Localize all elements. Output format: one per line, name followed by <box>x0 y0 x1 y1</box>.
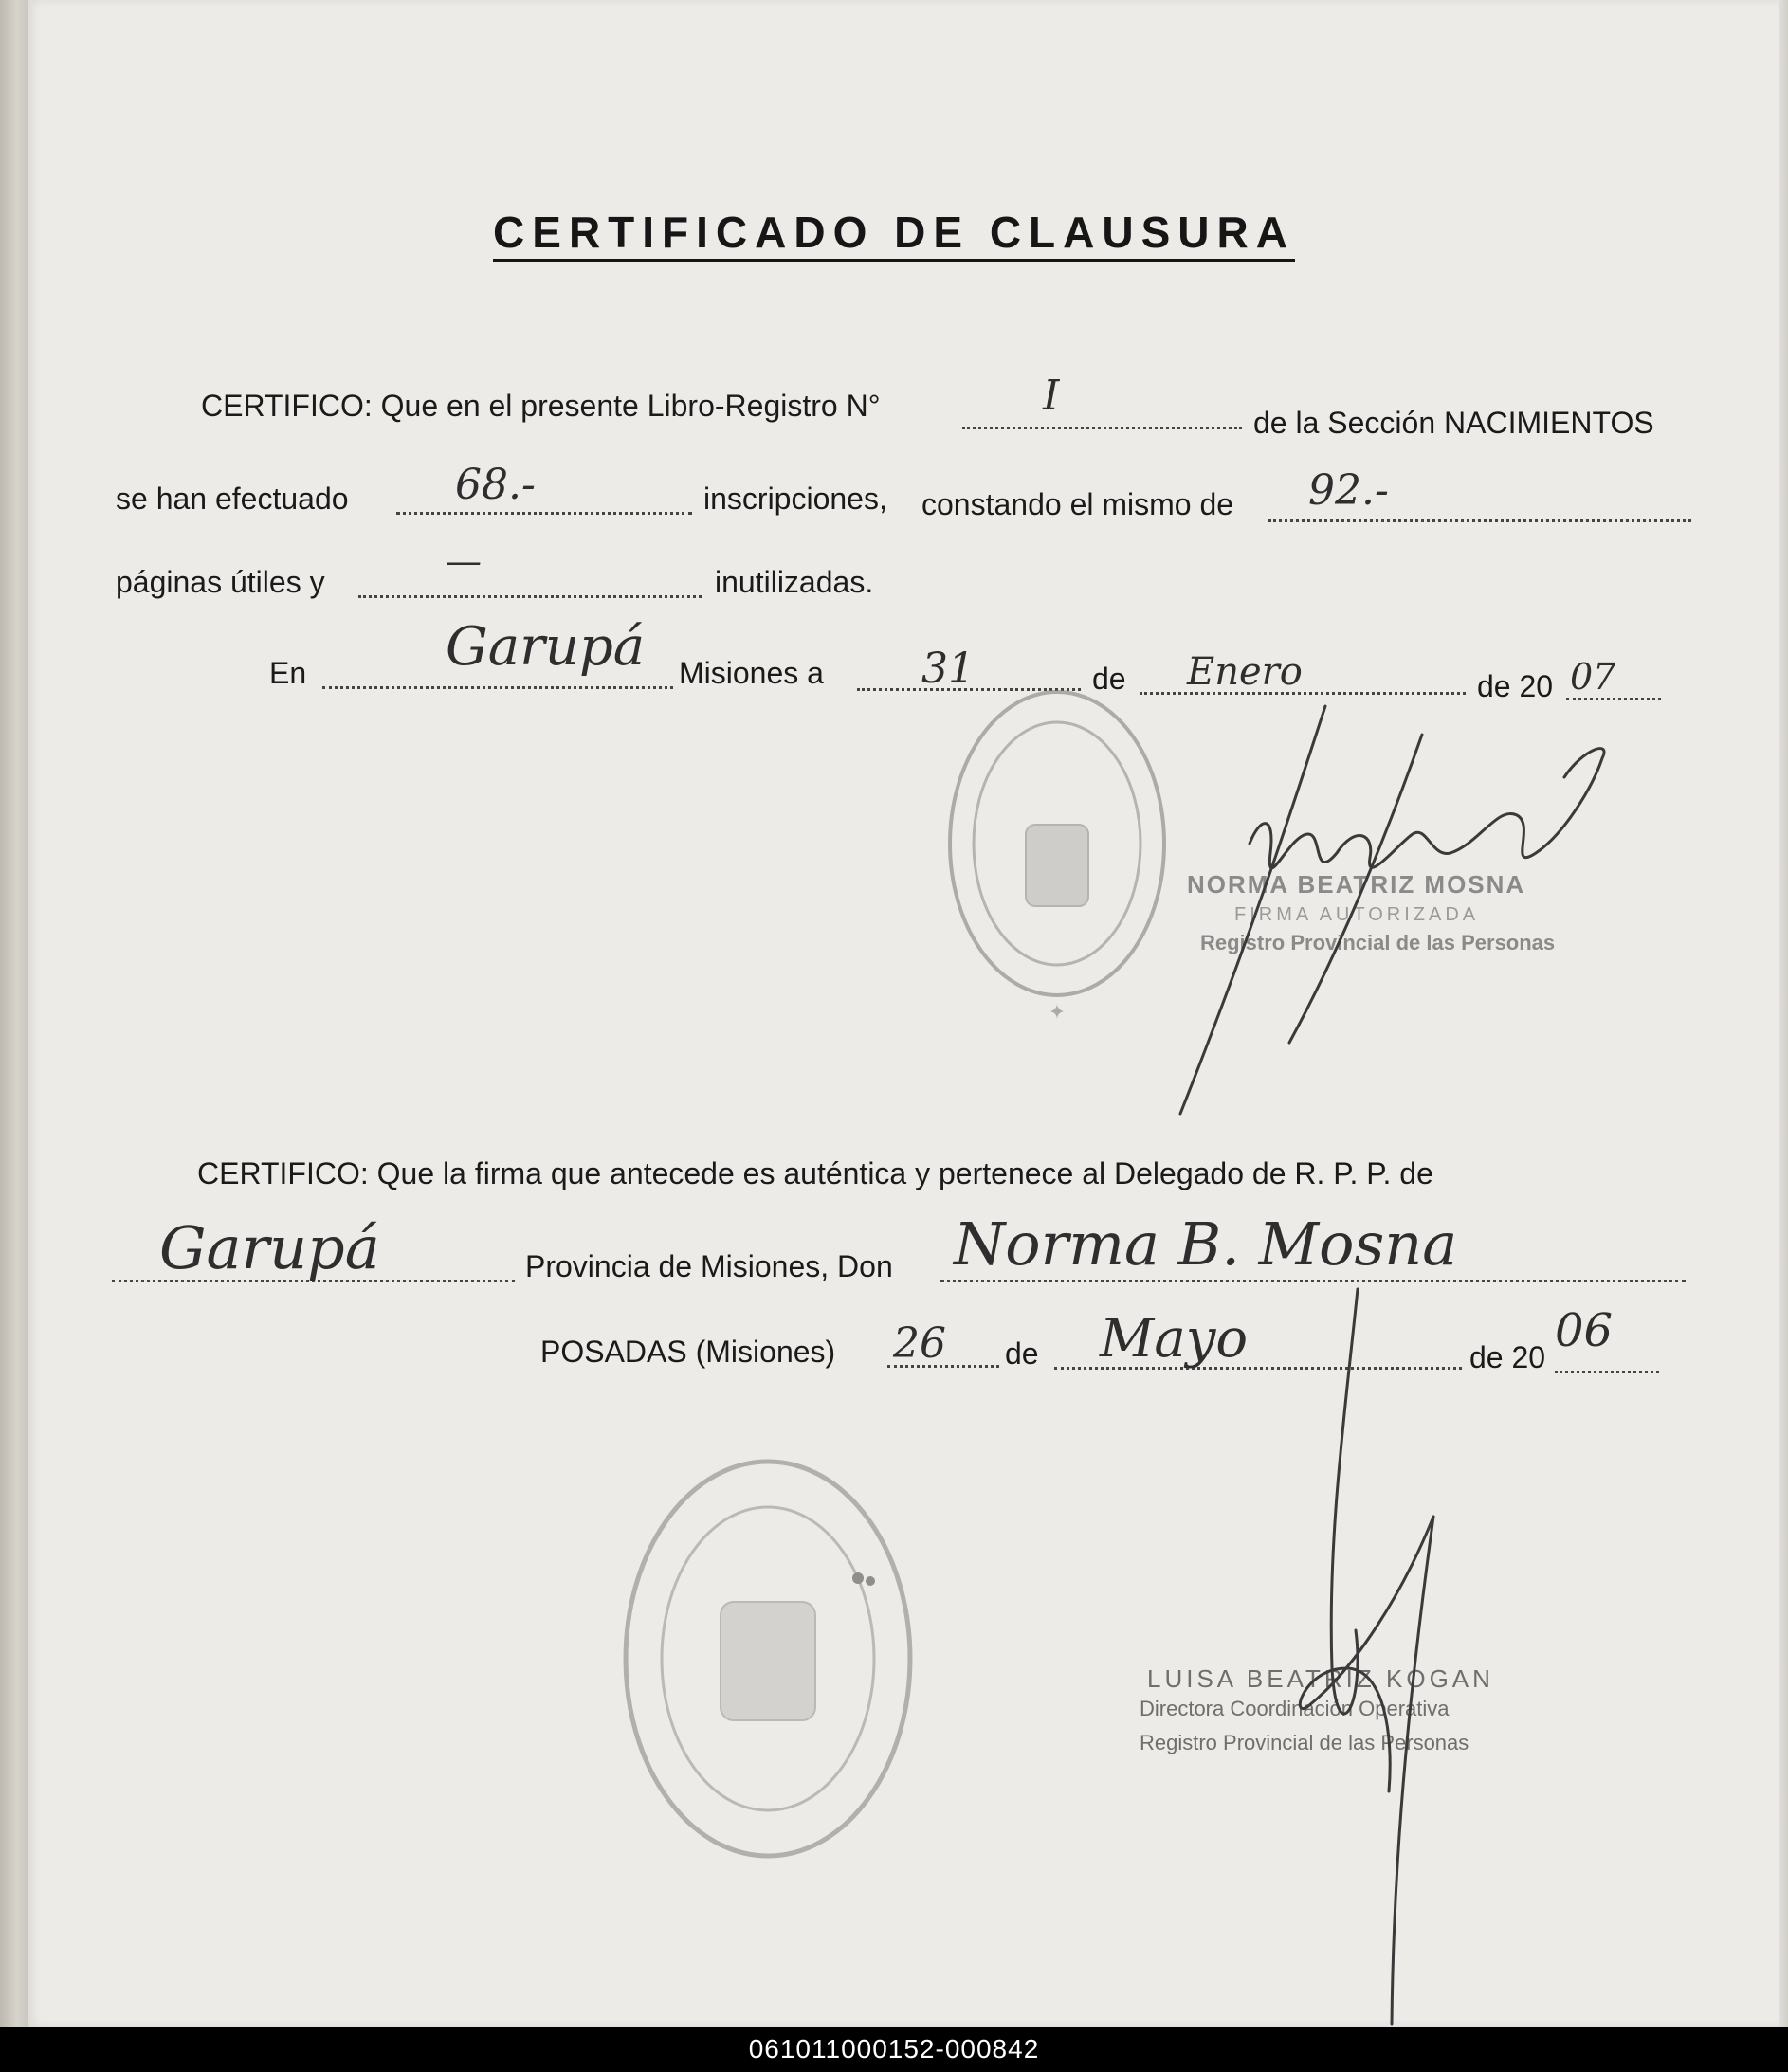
de-label-2: de <box>1005 1336 1039 1371</box>
cert1-line3-text: páginas útiles y <box>116 565 325 599</box>
stamp1-role: FIRMA AUTORIZADA <box>1234 904 1480 925</box>
misiones-a-label: Misiones a <box>679 656 824 690</box>
cert2-line1-text: CERTIFICO: Que la firma que antecede es auténtica y pertenece al Delegado de R. P. P. de <box>197 1156 1433 1190</box>
cert2-mes-value: Mayo <box>1100 1308 1249 1370</box>
en-label: En <box>269 656 307 690</box>
inscripciones-value: 68.- <box>455 461 536 509</box>
svg-text:✦: ✦ <box>1048 1001 1067 1025</box>
signature-1 <box>1180 706 1604 1114</box>
stamp1-name: NORMA BEATRIZ MOSNA <box>1187 870 1526 899</box>
de-20-label-1: de 20 <box>1477 669 1554 703</box>
posadas-label: POSADAS (Misiones) <box>540 1335 836 1369</box>
dia-value: 31 <box>921 645 975 693</box>
anio-value: 07 <box>1570 656 1616 698</box>
cert1-line1-section: de la Sección NACIMIENTOS <box>1253 406 1654 440</box>
mes-value: Enero <box>1187 650 1303 694</box>
inscripciones-label: inscripciones, <box>703 482 887 516</box>
document-id-code: 061011000152-000842 <box>748 2034 1040 2063</box>
inutilizadas-value: — <box>446 540 482 582</box>
cert1-line1-text: CERTIFICO: Que en el presente Libro-Registro N° <box>201 389 881 423</box>
stamp2-role: Directora Coordinación Operativa <box>1140 1697 1450 1720</box>
cert2-anio-value: 06 <box>1555 1304 1614 1357</box>
lugar-value: Garupá <box>446 616 646 678</box>
stamp2-org: Registro Provincial de las Personas <box>1140 1731 1469 1754</box>
stamp2-name: LUISA BEATRIZ KOGAN <box>1147 1664 1494 1693</box>
cert2-lugar-value: Garupá <box>159 1213 380 1282</box>
cert1-line2-text: se han efectuado <box>116 482 349 516</box>
document-id-footer <box>0 2027 1788 2072</box>
seal-1 <box>950 692 1164 1025</box>
signature-2 <box>1300 1289 1433 2024</box>
constando-label: constando el mismo de <box>921 487 1234 521</box>
inutilizadas-label: inutilizadas. <box>715 565 874 599</box>
cert2-dia-value: 26 <box>893 1319 946 1368</box>
seal-2 <box>626 1462 910 1856</box>
de-20-label-2: de 20 <box>1469 1340 1546 1374</box>
libro-number-value: I <box>1043 372 1060 420</box>
de-label-1: de <box>1092 662 1126 696</box>
paginas-value: 92.- <box>1308 466 1389 515</box>
don-value: Norma B. Mosna <box>954 1209 1458 1279</box>
stamp1-org: Registro Provincial de las Personas <box>1200 931 1556 954</box>
document-title: CERTIFICADO DE CLAUSURA <box>0 207 1788 258</box>
provincia-label: Provincia de Misiones, Don <box>525 1249 893 1283</box>
